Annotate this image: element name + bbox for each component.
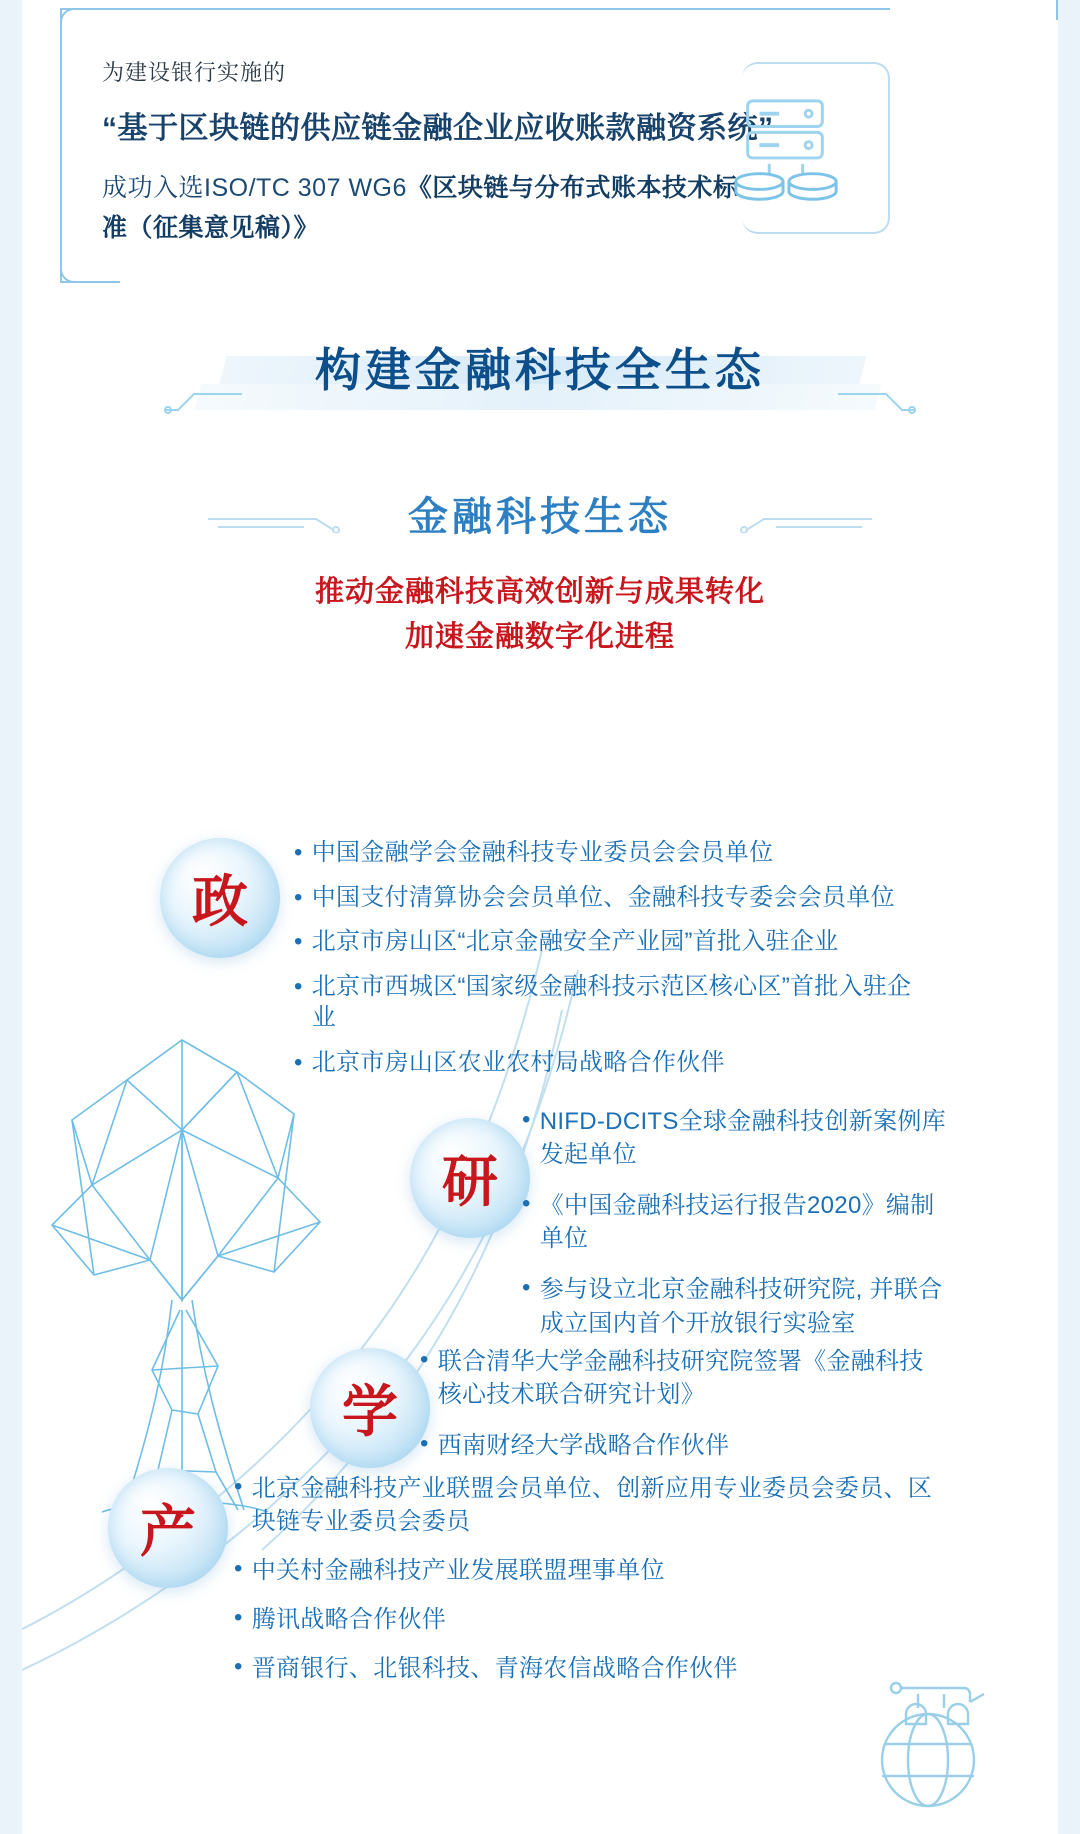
bullet-dot: • bbox=[234, 1604, 243, 1632]
badge-bubble-xue: 学 bbox=[310, 1348, 430, 1468]
list-item bbox=[294, 1048, 934, 1079]
list-item-text: 中国支付清算协会会员单位、金融科技专委会会员单位 bbox=[311, 883, 895, 911]
list-item bbox=[522, 1105, 952, 1171]
slogan-line-2: 加速金融数字化进程 bbox=[404, 620, 675, 653]
sub-section-header bbox=[22, 485, 1058, 542]
list-item-text: 腾讯战略合作伙伴 bbox=[251, 1606, 447, 1634]
group-xue bbox=[420, 1345, 940, 1480]
bullet-dot: • bbox=[234, 1473, 243, 1500]
list-item bbox=[294, 838, 934, 869]
bullet-dot: • bbox=[522, 1274, 531, 1302]
bullet-dot: • bbox=[522, 1190, 531, 1218]
list-item-text: 参与设立北京金融科技研究院, 并联合成立国内首个开放银行实验室 bbox=[539, 1276, 943, 1337]
bullet-dot: • bbox=[522, 1106, 531, 1133]
sub-section-title: 金融科技生态 bbox=[408, 495, 672, 539]
card-subtitle-prefix: 成功入选ISO/TC 307 WG6 bbox=[102, 174, 407, 202]
group-zheng bbox=[294, 838, 934, 1092]
list-item-text: 《中国金融科技运行报告2020》编制单位 bbox=[539, 1192, 935, 1253]
list-item-text: 北京金融科技产业联盟会员单位、创新应用专业委员会委员、区块链专业委员会委员 bbox=[251, 1475, 933, 1536]
list-item bbox=[294, 927, 934, 958]
globe-network-icon bbox=[848, 1668, 1008, 1818]
card-pretext: 为建设银行实施的 bbox=[102, 60, 287, 85]
title-deco-right-icon bbox=[836, 390, 916, 424]
bullet-dot: • bbox=[420, 1346, 429, 1373]
list-item-text: 中关村金融科技产业发展联盟理事单位 bbox=[251, 1557, 665, 1585]
card-title: “基于区块链的供应链金融企业应收账款融资系统” bbox=[102, 112, 774, 145]
list-item-text: 北京市房山区“北京金融安全产业园”首批入驻企业 bbox=[311, 928, 839, 956]
list-item bbox=[294, 883, 934, 914]
bullet-dot: • bbox=[294, 973, 303, 1001]
list-item-text: 北京市西城区“国家级金融科技示范区核心区”首批入驻企业 bbox=[311, 973, 912, 1031]
list-item-text: NIFD-DCITS全球金融科技创新案例库发起单位 bbox=[539, 1108, 946, 1169]
sub-title-line-right-icon bbox=[722, 513, 872, 533]
page-title: 构建金融科技全生态 bbox=[315, 344, 765, 396]
bullet-dot: • bbox=[294, 928, 303, 956]
title-deco-left-icon bbox=[164, 390, 244, 424]
bullet-dot: • bbox=[420, 1430, 429, 1458]
top-right-rule bbox=[1056, 0, 1058, 20]
list-item-text: 联合清华大学金融科技研究院签署《金融科技核心技术联合研究计划》 bbox=[437, 1348, 924, 1409]
list-item bbox=[234, 1652, 934, 1685]
slogan bbox=[22, 570, 1058, 660]
list-item bbox=[522, 1273, 952, 1339]
bullet-dot: • bbox=[234, 1555, 243, 1583]
list-item bbox=[234, 1603, 934, 1636]
poster-page bbox=[22, 0, 1058, 1834]
bullet-dot: • bbox=[294, 1048, 303, 1076]
list-item-text: 中国金融学会金融科技专业委员会会员单位 bbox=[311, 839, 774, 866]
bullet-dot: • bbox=[294, 883, 303, 911]
bullet-dot: • bbox=[294, 839, 303, 866]
group-chan bbox=[234, 1472, 934, 1702]
bullet-dot: • bbox=[234, 1653, 243, 1681]
low-poly-tree-icon bbox=[32, 1010, 332, 1540]
card-left-bracket bbox=[60, 8, 62, 283]
highlight-card bbox=[60, 8, 890, 283]
card-corner-top-left bbox=[60, 8, 88, 36]
slogan-line-1: 推动金融科技高效创新与成果转化 bbox=[314, 576, 765, 608]
group-yan bbox=[522, 1105, 952, 1358]
badge-bubble-zheng: 政 bbox=[160, 838, 280, 958]
card-subtitle-bold: 《区块链与分布式账本技术标准（征集意见稿）》 bbox=[102, 174, 739, 242]
badge-bubble-chan: 产 bbox=[108, 1468, 228, 1588]
card-top-line bbox=[60, 8, 890, 10]
sub-title-line-left-icon bbox=[208, 513, 358, 533]
main-section-header bbox=[22, 330, 1058, 400]
card-corner-bottom-left bbox=[60, 255, 88, 283]
list-item-text: 晋商银行、北银科技、青海农信战略合作伙伴 bbox=[251, 1655, 738, 1683]
list-item bbox=[234, 1554, 934, 1587]
list-item bbox=[420, 1429, 940, 1462]
list-item bbox=[234, 1472, 934, 1538]
card-subtitle bbox=[102, 168, 762, 248]
badge-bubble-yan: 研 bbox=[410, 1118, 530, 1238]
list-item bbox=[522, 1189, 952, 1255]
list-item bbox=[420, 1345, 940, 1411]
server-stack-icon bbox=[726, 94, 844, 214]
list-item-text: 西南财经大学战略合作伙伴 bbox=[437, 1432, 730, 1460]
list-item bbox=[294, 972, 934, 1033]
list-item-text: 北京市房山区农业农村局战略合作伙伴 bbox=[311, 1048, 725, 1076]
